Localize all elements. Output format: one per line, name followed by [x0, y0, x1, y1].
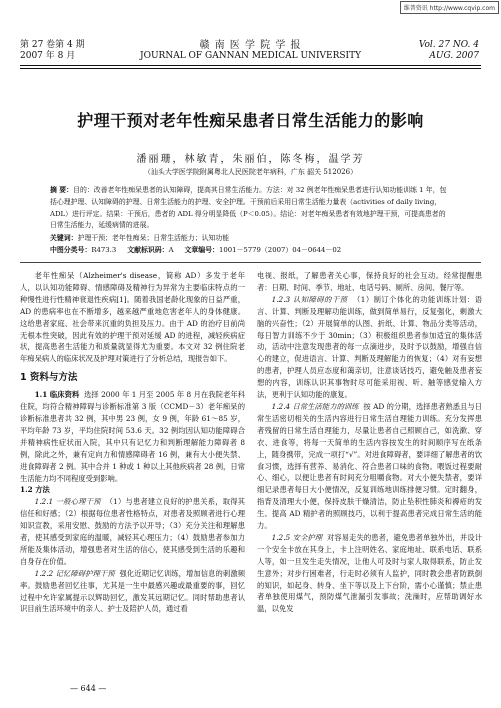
safety-paragraph: 1.2.5 安全护理 对容易走失的患者，避免患者单独外出，并设计一个安全卡放在其身上，卡上注明姓名、家庭地址、联系电话、联系人等，如一旦发生走失情况，让他人可及时与家人取得联系，防止发生意外；对步行困难者，行走时必须有人监护，同时教会患者防跌倒的知识，如起身、转身、坐下等以及上下台阶，需小心谨慎；禁止患者单独使用煤气，预防煤气泄漏引发事故；洗澡时，应帮助调好水温，以免发 — [257, 532, 483, 614]
clinical-data-paragraph: 1.1 临床资料 选择 2000 年 1 月至 2005 年 8 月在我院老年科住院，均符合精神障碍与诊断标准第 3 版（CCMD－3）老年痴呆的诊断标准患者共 32 例，其中男 23 例，女 9 例，年龄 61～85 岁，平均年龄 73 岁，平均住院时间 53.6 天。32 例均因认知功能障碍合并精神病性症状而入院，其中只有记忆力和判断理解能力障碍者 8 例，除此之外，兼有定向力和情感障碍者 16 例，兼有大小便失禁、进食障碍者 2 例。其中合并 1 种或 1 种以上其他疾病者 28 例，日常生活能力均不同程度受到影响。 — [20, 390, 245, 483]
journal-volume-en: Vol. 27 NO. 4 AUG. 2007 — [418, 40, 479, 61]
watermark-stamp: 维普资讯 http://www.cqvip.com — [400, 1, 499, 14]
journal-name: 赣 南 医 学 院 学 报 JOURNAL OF GANNAN MEDICAL UNIVERSITY — [139, 40, 362, 61]
header-rule-thin — [20, 68, 481, 69]
classification: 中图分类号：R473.3 文献标识码：A 文章编号：1001－5779（2007）04－0644－02 — [50, 246, 342, 254]
continued-paragraph: 电视、报纸，了解患者关心事，保持良好的社会互动。经常提醒患者：日期、时间、季节、地址、电话号码、厕所、房间、餐厅等。 — [257, 271, 482, 292]
paper-title: 护理干预对老年性痴呆患者日常生活能力的影响 — [77, 111, 424, 130]
subsection-heading: 1.2 方法 — [20, 485, 50, 495]
method-paragraph-2: 1.2.2 记忆障碍护理干预 强化近期记忆训练，增加信息的刺激频率。鼓励患者回忆往事，尤其是一生中最感兴趣或最重要的事，回忆过程中允许家属提示以辉助回忆，激发其远期记忆。同时帮助患者认识目前生活环境中的亲人、护士及陪护人员，通过看 — [20, 568, 245, 614]
abstract-separator — [20, 262, 481, 263]
page-number: — 644 — — [70, 684, 107, 693]
section-heading: 1 资料与方法 — [20, 372, 78, 384]
affiliation: （汕头大学医学院附属粤北人民医院老年病科，广东 韶关 512026） — [143, 168, 358, 176]
keywords: 关键词：护理干预；老年性痴呆；日常生活能力；认知功能 — [50, 234, 230, 242]
journal-volume: 第 27 卷第 4 期 2007 年 8 月 — [20, 40, 85, 61]
cognitive-paragraph: 1.2.3 认知障碍的干预 （1）制订个体化的功能训练计划：语言、计算、判断及理解功能训练，做到简单易行，反复强化，剩激大脑的兴奋性；（2）开展简单的认图、折纸、计算、物品分类等活动，每日智力训练不少于 30min；（3）积极组织患者参加适宜的集体活动，活动中注意发现患者的每一点滴进步，及时予以鼓励，增强自信心的建立，促进语言、计算、判断及理解能力的恢复；（4）对有妄想的患者，护理人员应态度和蔼亲切，注意谈话技巧，避免触及患者妄想的内容，训练认识其事物时尽可能采用视、听、触等感觉输入方法，更利于认知功能的康复。 — [257, 294, 482, 400]
abstract: 摘 要：目的：改善老年性痴呆患者的认知障碍，提高其日常生活能力。方法：对 32 例老年性痴呆患者进行认知功能训练 1 年，包括心理护理、认知障碍的护理、日常生活能力的护理、安全护理。干预前后采用日常生活能力量表（activities of daily living，ADL）进行评定。结果：干预后，患者的 ADL 得分明显降低（P＜0.05）。结论：对老年痴呆患者有效地护理干预，可提高患者的日常生活能力，延缓病情的进展。 — [50, 186, 447, 230]
header-rule — [20, 65, 481, 66]
right-column — [257, 270, 482, 615]
left-column — [20, 270, 245, 615]
method-paragraph-1: 1.2.1 一般心理干预 （1）与患者建立良好的护患关系，取得其信任和好感；（2）根据每位患者性格特点，对患者及照顾者进行心理知识宣教，采用安慰、鼓励的方法予以开导；（3）充分关注和理解患者，使其感受到家庭的温暖，减轻其心理压力；（4）鼓励患者参加力所能及集体活动，增强患者对生活的信心，使其感受到生活的乐趣和自身存在价值。 — [20, 497, 246, 566]
intro-paragraph: 老年性痴呆（Alzheimer's disease，简称 AD）多发于老年人，以认知功能障碍、情感障碍及精神行为异常为主要临床特点的一种慢性进行性精神衰退性疾病[1]。随着我国老龄化现象的日益严重，AD 的患病率也在不断增多，越来越严重地危害老年人的身体健康。这给患者家庭、社会带来沉重的负担及压力。由于 AD 的治疗目前尚无根本性突破，因此有效的护理干预对延缓 AD 的进程，减轻疾病症状，提高患者生活能力和质量就显得尤为重要。本文对 32 例住院老年痴呆病人的临床状况及护理对策进行了分析总结，现报告如下。 — [20, 271, 245, 364]
daily-living-paragraph: 1.2.4 日常生活能力的训练 按 AD 的分期，选择患者熟悉且与日常生活密切相关的生活内容进行日常生活自理能力训练。充分发挥患者残留的日常生活自理能力，尽量让患者自己照顾自己，如洗漱、穿衣、进食等，将每一天简单的生活内容按发生的时间顺序写在纸条上，随身携带，完成一项打“√”。对进食障碍者，要详细了解患者的饮食习惯，选择有营养、易消化、符合患者口味的食物。喂饭过程要耐心、细心，以便让患者有时间充分咀嚼食物。对大小便失禁者，要详细记录患者每日大小便情况，反复训练地训练排便习惯。定时翻身，指背及清理大小便，保持皮肤干燥清洁，防止坠积性肺炎和褥疮的发生。提高 AD 精护者的照顾技巧，以利于提高患者完成日常生活的能力。 — [257, 401, 483, 531]
author-list: 潘丽珊，林敏青，朱丽伯，陈冬梅，温学芳 — [136, 154, 365, 165]
